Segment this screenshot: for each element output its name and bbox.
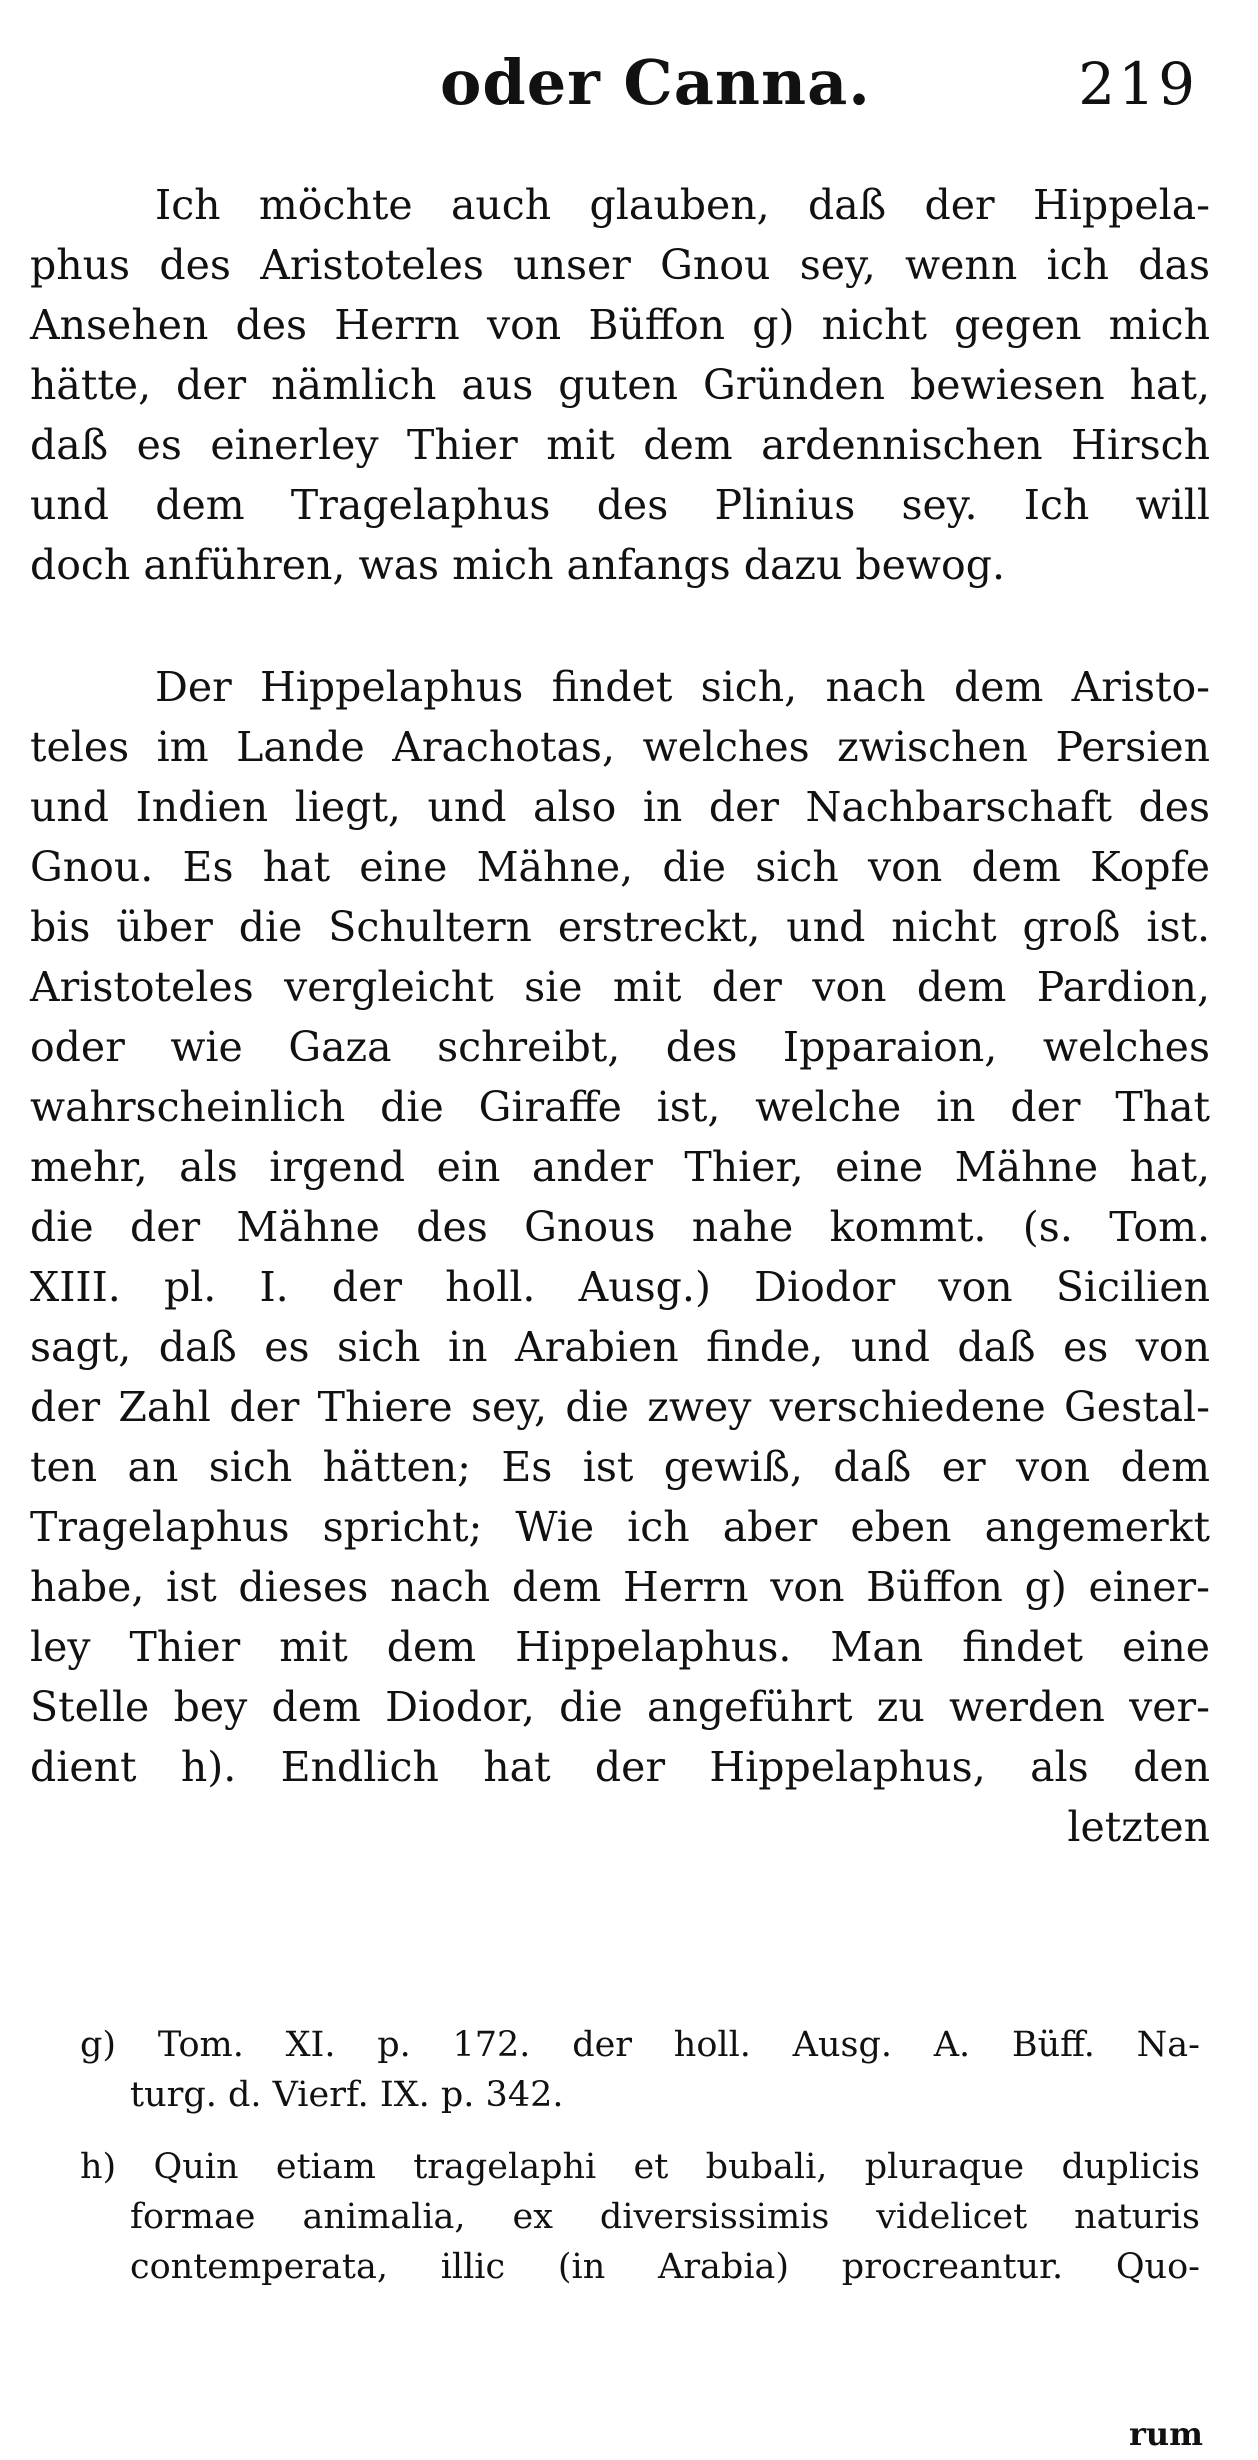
footnote-line: h) Quin etiam tragelaphi et bubali, pluraque duplicis	[80, 2147, 1200, 2187]
paragraph-trailing-word: letzten	[1067, 1803, 1210, 1851]
footnote-line: g) Tom. XI. p. 172. der holl. Ausg. A. Büff. Na-	[80, 2025, 1200, 2065]
text-line: doch anführen, was mich anfangs dazu bewog.	[30, 541, 1005, 589]
footnote-h	[80, 2142, 1200, 2292]
text-line: und dem Tragelaphus des Plinius sey. Ich will	[30, 481, 1210, 529]
text-line: bis über die Schultern erstreckt, und nicht groß ist.	[30, 903, 1210, 951]
text-line: mehr, als irgend ein ander Thier, eine Mähne hat,	[30, 1143, 1210, 1191]
paragraph-2	[30, 657, 1210, 1857]
text-line: phus des Aristoteles unser Gnou sey, wenn ich das	[30, 241, 1210, 289]
text-line: sagt, daß es sich in Arabien finde, und daß es von	[30, 1323, 1210, 1371]
text-line: Tragelaphus spricht; Wie ich aber eben angemerkt	[30, 1503, 1210, 1551]
text-line: hätte, der nämlich aus guten Gründen bewiesen hat,	[30, 361, 1210, 409]
footnote-line: turg. d. Vierf. IX. p. 342.	[130, 2075, 564, 2115]
paragraph-1	[30, 175, 1210, 595]
text-line: der Zahl der Thiere sey, die zwey verschiedene Gestal-	[30, 1383, 1210, 1431]
page-number: 219	[1078, 50, 1198, 118]
text-line: ten an sich hätten; Es ist gewiß, daß er von dem	[30, 1443, 1210, 1491]
text-line: Gnou. Es hat eine Mähne, die sich von dem Kopfe	[30, 843, 1210, 891]
footnote-line: contemperata, illic (in Arabia) procreantur. Quo-	[130, 2247, 1200, 2287]
footnote-g	[80, 2020, 1200, 2120]
footnote-line: formae animalia, ex diversissimis videlicet naturis	[130, 2197, 1200, 2237]
text-line: Ansehen des Herrn von Büffon g) nicht gegen mich	[30, 301, 1210, 349]
main-text	[30, 175, 1210, 1857]
running-title: oder Canna.	[440, 46, 871, 119]
text-line: oder wie Gaza schreibt, des Ipparaion, welches	[30, 1023, 1210, 1071]
text-line: und Indien liegt, und also in der Nachbarschaft des	[30, 783, 1210, 831]
text-line: die der Mähne des Gnous nahe kommt. (s. Tom.	[30, 1203, 1210, 1251]
footnotes	[80, 2020, 1200, 2314]
page-header	[0, 40, 1258, 130]
text-line: XIII. pl. I. der holl. Ausg.) Diodor von Sicilien	[30, 1263, 1210, 1311]
text-line: ley Thier mit dem Hippelaphus. Man findet eine	[30, 1623, 1210, 1671]
text-line: dient h). Endlich hat der Hippelaphus, als den	[30, 1743, 1210, 1791]
text-line: Stelle bey dem Diodor, die angeführt zu werden ver-	[30, 1683, 1210, 1731]
catchword: rum	[1129, 2415, 1203, 2453]
text-line: Der Hippelaphus findet sich, nach dem Aristo-	[155, 663, 1210, 711]
text-line: daß es einerley Thier mit dem ardennischen Hirsch	[30, 421, 1210, 469]
text-line: teles im Lande Arachotas, welches zwischen Persien	[30, 723, 1210, 771]
text-line: wahrscheinlich die Giraffe ist, welche in der That	[30, 1083, 1210, 1131]
text-line: habe, ist dieses nach dem Herrn von Büffon g) einer-	[30, 1563, 1210, 1611]
text-line: Aristoteles vergleicht sie mit der von dem Pardion,	[30, 963, 1210, 1011]
text-line: Ich möchte auch glauben, daß der Hippela-	[155, 181, 1210, 229]
